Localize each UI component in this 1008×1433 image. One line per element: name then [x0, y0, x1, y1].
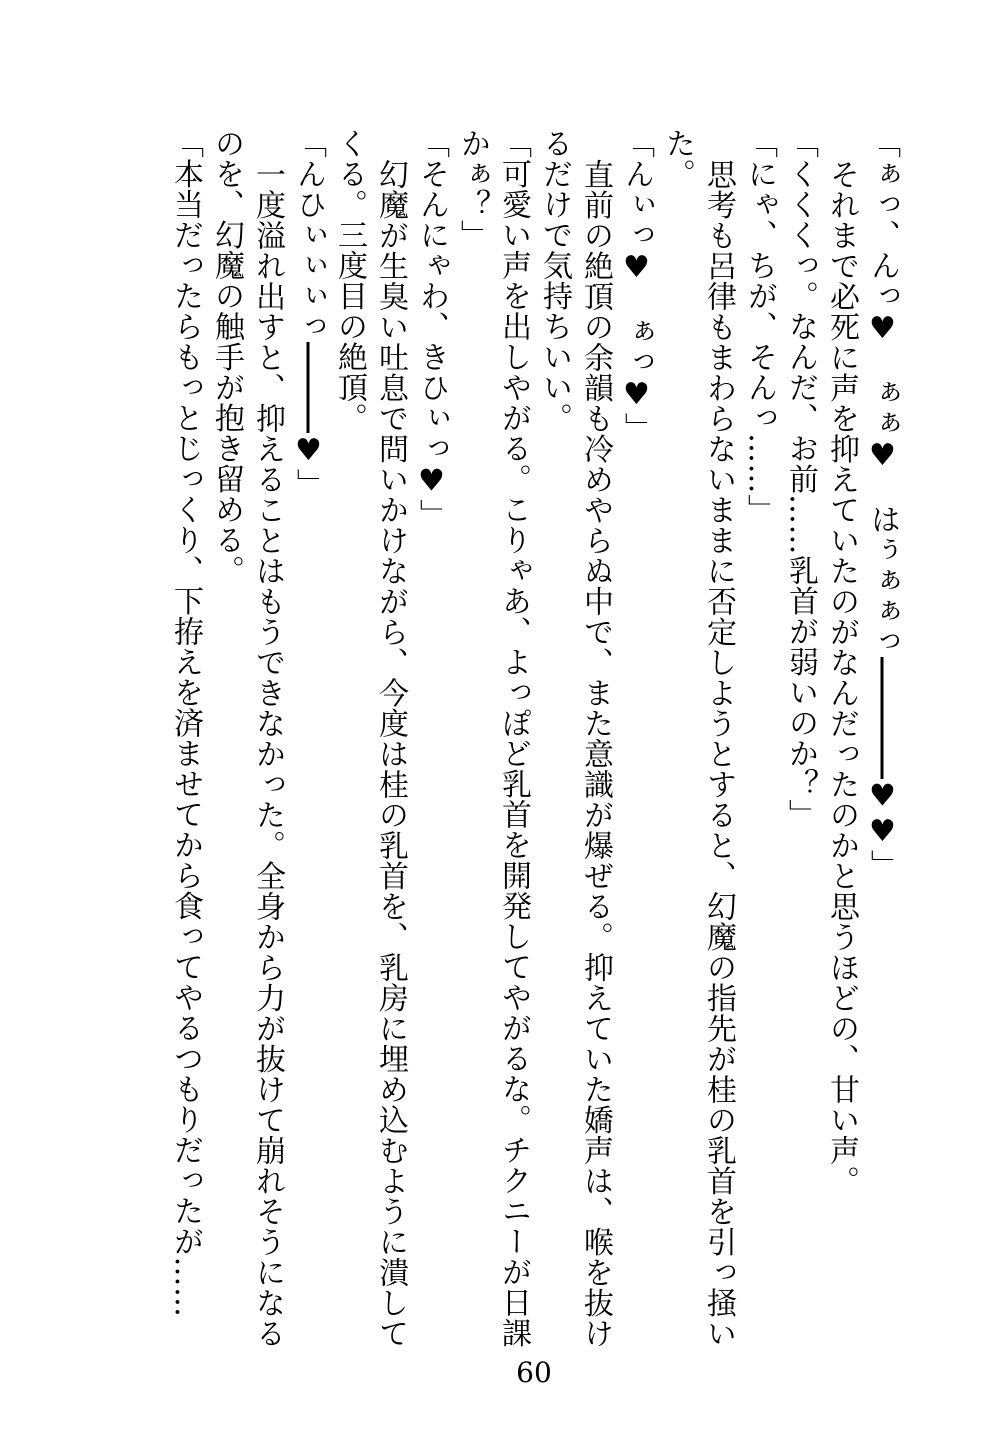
text-line: 幻魔が生臭い吐息で問いかけながら、今度は桂の乳首を、乳房に埋め込むように潰して [373, 158, 408, 1348]
page-number: 60 [516, 1356, 552, 1389]
text-line: るだけで気持ちいい。 [537, 128, 572, 433]
text-line: 「本当だったらもっとじっくり、下拵えを済ませてから食ってやるつもりだったが…… [168, 128, 203, 1318]
text-line: 「んひぃぃぃっ♥」 [291, 128, 326, 499]
novel-text-block [165, 128, 903, 1363]
text-line: 「ぁっ、んっ♥ ぁぁ♥ はぅぁぁっ♥♥」 [865, 128, 900, 880]
text-line: 「にゃ、ちが、そんっ……」 [742, 128, 777, 525]
text-line: 思考も呂律もまわらないままに否定しようとすると、幻魔の指先が桂の乳首を引っ掻い [701, 158, 736, 1348]
text-line: 直前の絶頂の余韻も冷めやらぬ中で、また意識が爆ぜる。抑えていた嬌声は、喉を抜け [578, 158, 613, 1348]
text-line: かぁ？」 [455, 128, 490, 250]
text-line: 「そんにゃわ、きひぃっ♥」 [414, 128, 449, 530]
text-line: た。 [660, 128, 695, 189]
text-line: 一度溢れ出すと、抑えることはもうできなかった。全身から力が抜けて崩れそうになる [250, 158, 285, 1348]
text-line: 「んぃっ♥ ぁっ♥」 [619, 128, 654, 443]
text-line: くる。三度目の絶頂。 [332, 128, 367, 433]
text-line: 「可愛い声を出しやがる。こりゃあ、よっぽど乳首を開発してやがるな。チクニーが日課 [496, 128, 531, 1348]
long-dash [293, 342, 323, 434]
long-dash [867, 657, 897, 779]
text-line: 「くくくっ。なんだ、お前……乳首が弱いのか？」 [783, 128, 818, 830]
text-line: それまで必死に声を抑えていたのがなんだったのかと思うほどの、甘い声。 [824, 158, 859, 1196]
text-line: のを、幻魔の触手が抱き留める。 [209, 128, 244, 586]
